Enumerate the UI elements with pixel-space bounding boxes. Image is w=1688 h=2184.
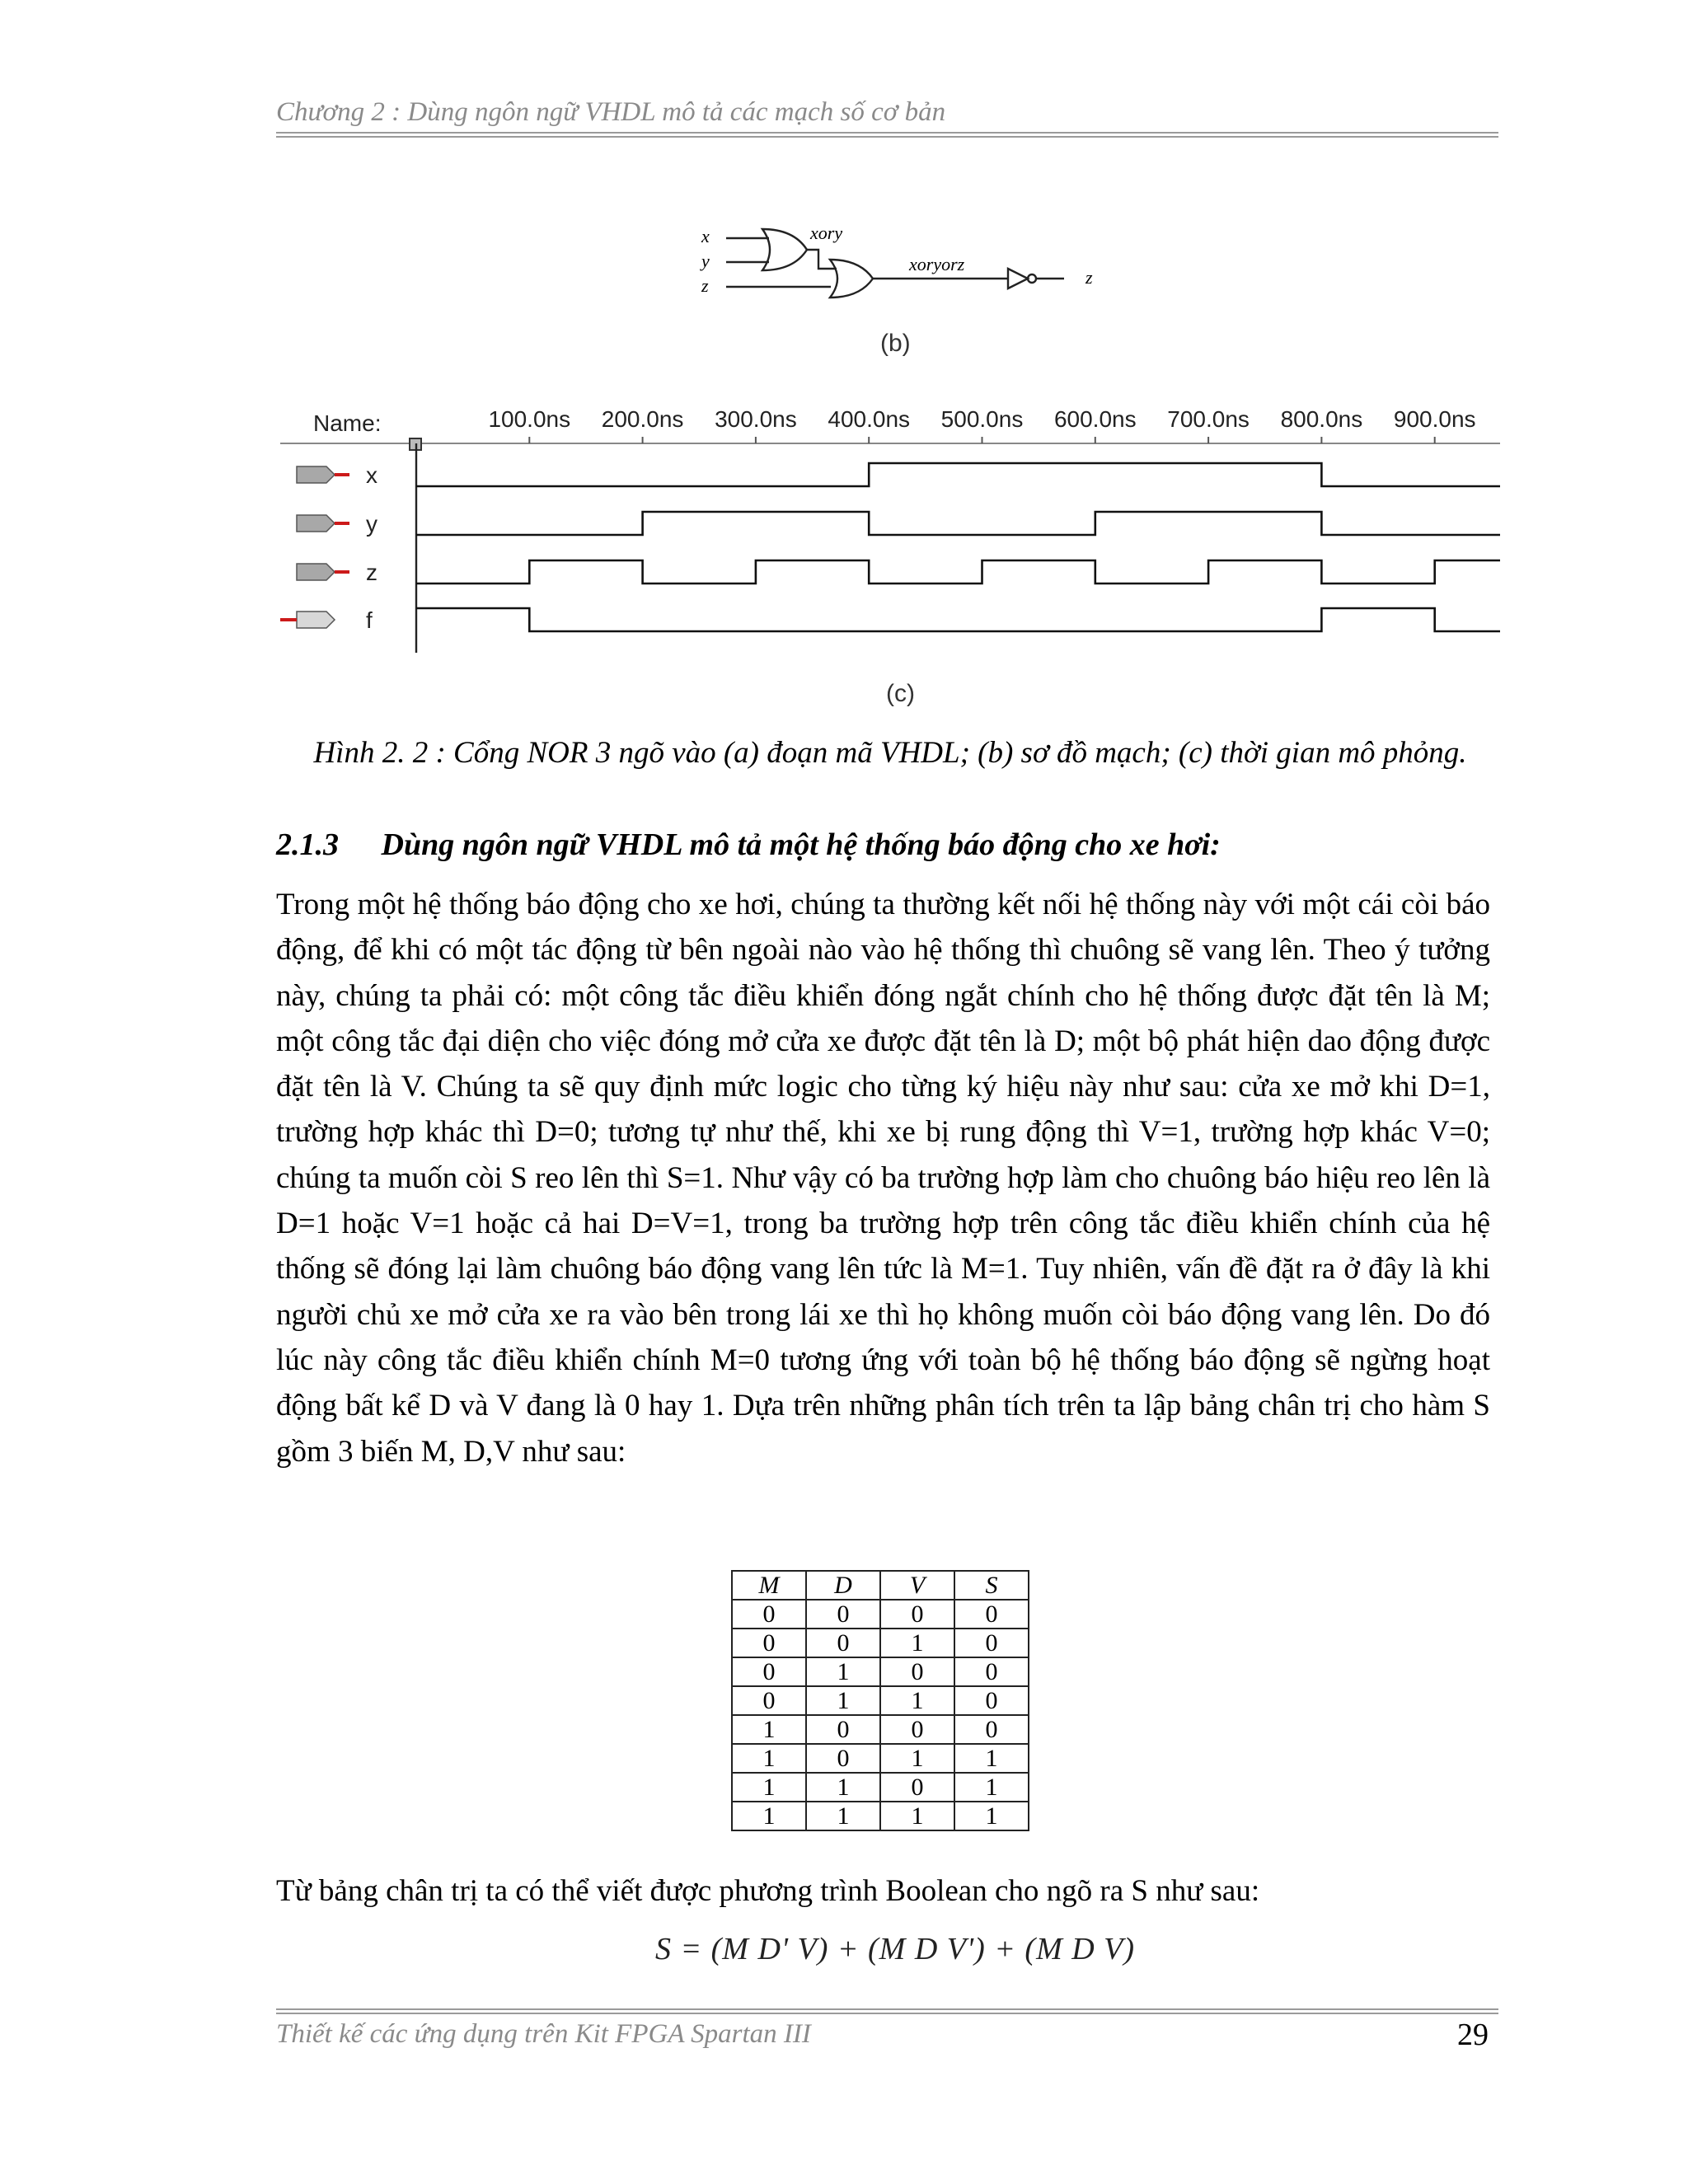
time-label: 700.0ns	[1167, 406, 1250, 432]
signal-name: x	[366, 462, 377, 488]
signal-row-x	[297, 462, 1500, 488]
inverter-gate	[1008, 269, 1028, 288]
table-header-d: D	[806, 1571, 880, 1600]
signal-trace-y	[416, 512, 1500, 535]
signal-name: y	[366, 511, 377, 537]
figure-caption: Hình 2. 2 : Cổng NOR 3 ngõ vào (a) đoạn mã VHDL; (b) sơ đồ mạch; (c) thời gian mô phỏng.	[313, 736, 1467, 770]
signal-name: f	[366, 607, 373, 633]
table-header-s: S	[954, 1571, 1029, 1600]
truth-table	[731, 1570, 1029, 1831]
time-label: 900.0ns	[1393, 406, 1476, 432]
caption-b: (b)	[880, 330, 911, 357]
time-label: 600.0ns	[1053, 406, 1137, 432]
waveform-name-label: Name:	[313, 410, 382, 436]
footer-rule	[276, 2008, 1498, 2014]
output-pin-icon	[297, 612, 335, 628]
or-gate-2	[830, 260, 873, 298]
table-row: 0 0 0 0	[732, 1600, 1029, 1629]
time-label: 500.0ns	[940, 406, 1024, 432]
signal-row-y	[297, 511, 1500, 537]
body-paragraph: Trong một hệ thống báo động cho xe hơi, chúng ta thường kết nối hệ thống này với một cái còi báo động, để khi có một tác động từ bên ngoài nào vào hệ thống thì chuông sẽ vang lên. Theo ý tưởng này, chúng ta phải có: một công tắc điều khiển đóng ngắt chính cho hệ thống được đặt tên là M; một công tắc đại diện cho việc đóng mở cửa xe được đặt tên là D; một bộ phát hiện dao động được đặt tên là V. Chúng ta sẽ quy định mức logic cho từng ký hiệu này như sau: cửa xe mở khi D=1, trường hợp khác thì D=0; tương tự như thế, khi xe bị rung động thì V=1, trường hợp khác V=0; chúng ta muốn còi S reo lên thì S=1. Như vậy có ba trường hợp làm cho chuông báo hiệu reo lên là D=1 hoặc V=1 hoặc cả hai D=V=1, trong ba trường hợp trên công tắc điều khiển chính của hệ thống sẽ đóng lại làm chuông báo động vang lên tức là M=1. Tuy nhiên, vấn đề đặt ra ở đây là khi người chủ xe mở cửa xe ra vào bên trong lái xe thì họ không muốn còi báo động vang lên. Do đó lúc này công tắc điều khiển chính M=0 tương ứng với toàn bộ hệ thống báo động sẽ ngừng hoạt động bất kể D và V đang là 0 hay 1. Dựa trên những phân tích trên ta lập bảng chân trị cho hàm S gồm 3 biến M, D,V như sau:	[276, 888, 1490, 1469]
table-header-v: V	[880, 1571, 954, 1600]
input-pin-icon	[297, 466, 335, 483]
signal-row-z	[297, 560, 1500, 585]
circuit-output-z: z	[1085, 267, 1093, 288]
time-label: 300.0ns	[715, 406, 797, 432]
table-row: 1 1 0 1	[732, 1773, 1029, 1802]
time-label: 400.0ns	[828, 406, 911, 432]
table-row: 1 0 1 1	[732, 1744, 1029, 1773]
running-header: Chương 2 : Dùng ngôn ngữ VHDL mô tả các mạch số cơ bản	[276, 97, 946, 127]
wire-label-xory: xory	[810, 223, 843, 243]
input-pin-icon	[297, 515, 335, 532]
or-gate-1	[762, 229, 807, 270]
body-paragraph-2: Từ bảng chân trị ta có thể viết được phương trình Boolean cho ngõ ra S như sau:	[276, 1874, 1260, 1908]
boolean-equation: S = (M D' V) + (M D V') + (M D V)	[655, 1932, 1136, 1966]
signal-row-f	[280, 607, 1500, 633]
caption-c: (c)	[886, 680, 915, 707]
table-row: 0 1 0 0	[732, 1657, 1029, 1686]
wire-label-xoryorz: xoryorz	[909, 254, 965, 274]
signal-trace-z	[416, 560, 1500, 583]
table-row: 1 1 1 1	[732, 1802, 1029, 1830]
input-pin-icon	[297, 564, 335, 580]
section-title: Dùng ngôn ngữ VHDL mô tả một hệ thống báo động cho xe hơi:	[381, 827, 1221, 862]
section-number: 2.1.3	[276, 827, 339, 862]
time-label: 100.0ns	[488, 406, 571, 432]
time-label: 200.0ns	[601, 406, 684, 432]
circuit-input-y: y	[701, 251, 710, 271]
table-row: 1 0 0 0	[732, 1715, 1029, 1744]
time-label: 800.0ns	[1280, 406, 1363, 432]
table-row: 0 0 1 0	[732, 1629, 1029, 1657]
table-row: 0 1 1 0	[732, 1686, 1029, 1715]
circuit-input-z: z	[701, 275, 709, 296]
section-heading	[276, 827, 1221, 863]
signal-trace-f	[416, 608, 1500, 631]
table-header-m: M	[732, 1571, 806, 1600]
simulation-waveform	[280, 396, 1500, 668]
signal-name: z	[366, 560, 377, 585]
page-number: 29	[1457, 2018, 1489, 2052]
circuit-diagram	[688, 214, 1117, 313]
circuit-input-x: x	[701, 226, 710, 246]
signal-trace-x	[416, 463, 1500, 486]
header-rule	[276, 132, 1498, 138]
running-footer: Thiết kế các ứng dụng trên Kit FPGA Spartan III	[276, 2019, 811, 2049]
